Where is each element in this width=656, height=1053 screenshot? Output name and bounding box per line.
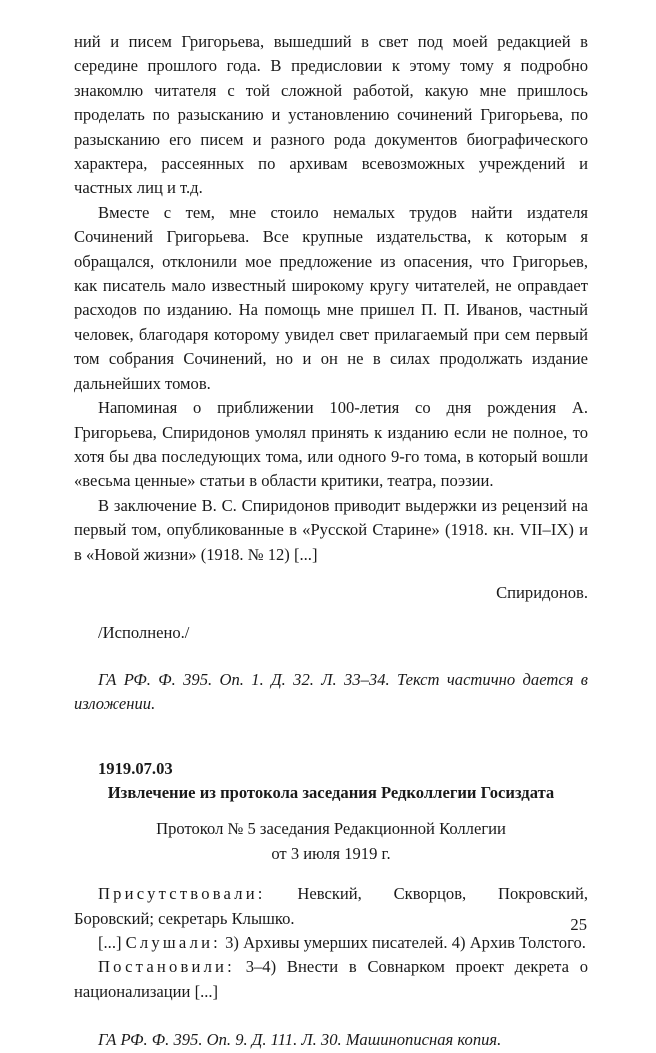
signature: Спиридонов.	[496, 582, 588, 602]
paragraph-reviews: В заключение В. С. Спиридонов приводит выдержки из рецензий на первый том, опубликованные в «Русской Старине» (1918. кн. VII–IX) и в «Новой жизни» (1918. № 12) [...]	[74, 495, 588, 564]
document-page	[74, 30, 588, 1053]
heard-paragraph	[74, 931, 588, 955]
paragraph-publisher: Вместе с тем, мне стоило немалых трудов найти издателя Сочинений Григорьева. Все крупные издательства, к которым я обращался, отклонили мое предложение из опасения, что Григорьев, как писатель мало известный широкому кругу читателей, не оправдает расходов по изданию. На помощь мне пришел П. П. Иванов, частный человек, благодаря которому увидел свет прилагаемый при сем первый том собрания Сочинений, но и он не в силах продолжать издание дальнейших томов.	[74, 202, 588, 393]
section-title: Извлечение из протокола заседания Редколлегии Госиздата	[107, 782, 555, 802]
resolved-text: 3–4) Внести в Совнарком проект декрета о национализации [...]	[74, 957, 588, 1001]
protocol-line-1: Протокол № 5 заседания Редакционной Коллегии	[156, 819, 506, 839]
heard-prefix: [...]	[98, 933, 126, 952]
paragraph-anniversary: Напоминая о приближении 100-летия со дня рождения А. Григорьева, Спиридонов умолял принять к изданию если не полное, то хотя бы два последующих тома, или одного 9-го тома, в который вошли «весьма ценные» статьи в области критики, театра, поэзии.	[74, 398, 588, 491]
page-number: 25	[570, 915, 587, 934]
present-text: Невский, Скворцов, Покровский, Боровский; секретарь Клышко.	[74, 884, 588, 928]
section-date: 1919.07.03	[98, 758, 173, 778]
present-paragraph	[74, 882, 588, 931]
protocol-line-2: от 3 июля 1919 г.	[271, 843, 391, 863]
present-label: Присутствовали:	[98, 884, 266, 904]
executed-note: /Исполнено./	[98, 623, 190, 643]
archive-source-1: ГА РФ. Ф. 395. Оп. 1. Д. 32. Л. 33–34. Текст частично дается в изложении.	[74, 669, 588, 714]
heard-text: 3) Архивы умерших писателей. 4) Архив Толстого.	[220, 933, 586, 952]
heard-label: Слушали:	[125, 933, 221, 952]
resolved-label: Постановили:	[98, 957, 235, 977]
resolved-paragraph	[74, 955, 588, 1004]
protocol-header	[74, 817, 588, 866]
archive-source-2: ГА РФ. Ф. 395. Оп. 9. Д. 111. Л. 30. Машинописная копия.	[98, 1030, 502, 1050]
paragraph-continuation: ний и писем Григорьева, вышедший в свет под моей редакцией в середине прошлого года. В предисловии к этому тому я подробно знакомлю читателя с той сложной работой, какую мне пришлось проделать по разысканию и установлению сочинений Григорьева, по разысканию его писем и разного рода документов биографического характера, рассеянных по архивам всевозможных учреждений и частных лиц и т.д.	[74, 32, 588, 198]
